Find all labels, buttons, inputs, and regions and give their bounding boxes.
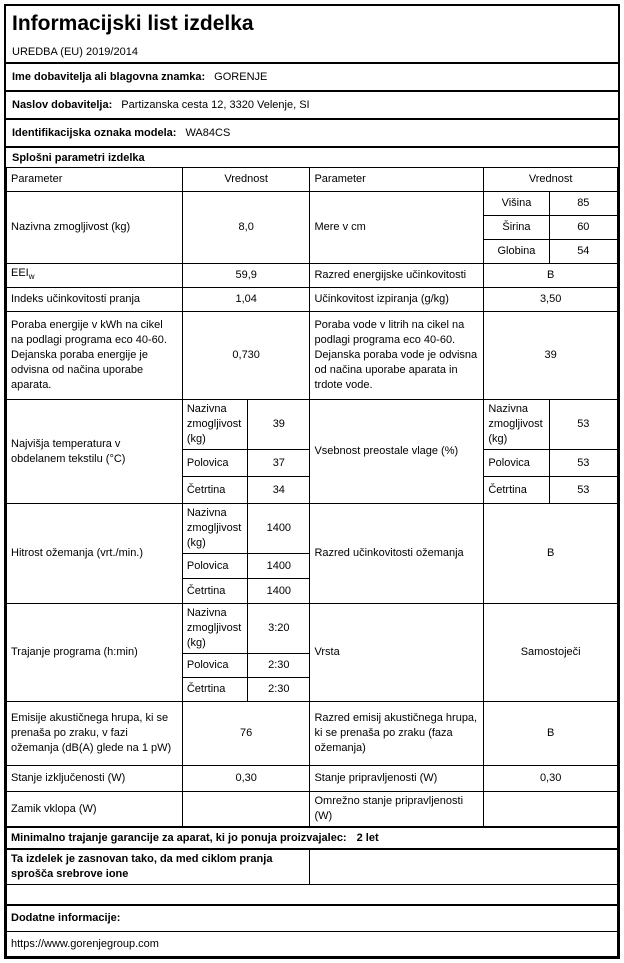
spin-speed-rated-label: Nazivna zmogljivost (kg) (182, 504, 247, 554)
energy-class-label: Razred energijske učinkovitosti (310, 264, 484, 288)
website-link[interactable]: https://www.gorenjegroup.com (11, 937, 159, 950)
row-capacity-dimensions (7, 192, 618, 216)
eei-value: 59,9 (182, 264, 310, 288)
spin-speed-quarter-label: Četrtina (182, 579, 247, 604)
product-information-sheet (4, 4, 620, 959)
standby-label: Stanje pripravljenosti (W) (310, 766, 484, 792)
type-label: Vrsta (310, 604, 484, 702)
row-noise (7, 702, 618, 766)
col-header-parameter-left: Parameter (7, 168, 183, 192)
website-cell (7, 932, 618, 957)
row-wash-index-rinse (7, 288, 618, 312)
brand-value: GORENJE (214, 71, 268, 83)
dimension-width-value: 60 (549, 216, 617, 240)
residual-moisture-half-label: Polovica (484, 450, 549, 477)
max-temp-rated-label: Nazivna zmogljivost (kg) (182, 400, 247, 450)
row-consumption (7, 312, 618, 400)
capacity-label: Nazivna zmogljivost (kg) (7, 192, 183, 264)
spin-class-value: B (484, 504, 618, 604)
row-address (6, 90, 618, 118)
page-title: Informacijski list izdelka (12, 12, 254, 35)
row-delay-network (7, 792, 618, 828)
duration-quarter-value: 2:30 (248, 678, 310, 702)
address-label: Naslov dobavitelja: (12, 99, 113, 111)
table-header-row (7, 168, 618, 192)
additional-info-label: Dodatne informacije: (7, 905, 618, 932)
duration-half-value: 2:30 (248, 654, 310, 678)
noise-class-value: B (484, 702, 618, 766)
row-spacer (7, 885, 618, 905)
row-duration-type (7, 604, 618, 654)
network-standby-label: Omrežno stanje pripravljenosti (W) (310, 792, 484, 828)
spacer-cell (7, 885, 618, 905)
wash-index-label: Indeks učinkovitosti pranja (7, 288, 183, 312)
residual-moisture-rated-value: 53 (549, 400, 617, 450)
row-eei-energy-class (7, 264, 618, 288)
duration-half-label: Polovica (182, 654, 247, 678)
eei-label-base: EEI (11, 267, 29, 280)
delay-start-value (182, 792, 310, 828)
silver-ions-value (310, 849, 618, 885)
residual-moisture-quarter-value: 53 (549, 477, 617, 504)
address-value: Partizanska cesta 12, 3320 Velenje, SI (121, 99, 310, 111)
rinse-label: Učinkovitost izpiranja (g/kg) (310, 288, 484, 312)
dimension-height-value: 85 (549, 192, 617, 216)
dimension-height-label: Višina (484, 192, 549, 216)
spin-speed-rated-value: 1400 (248, 504, 310, 554)
network-standby-value (484, 792, 618, 828)
dimension-depth-label: Globina (484, 240, 549, 264)
row-spin (7, 504, 618, 554)
silver-ions-label: Ta izdelek je zasnovan tako, da med ciklom pranja sprošča srebrove ione (7, 849, 310, 885)
wash-index-value: 1,04 (182, 288, 310, 312)
max-temp-half-label: Polovica (182, 450, 247, 477)
warranty-label: Minimalno trajanje garancije za aparat, ki jo ponuja proizvajalec: (11, 831, 347, 844)
spin-class-label: Razred učinkovitosti ožemanja (310, 504, 484, 604)
water-consumption-label: Poraba vode v litrih na cikel na podlagi programa eco 40-60. Dejanska poraba vode je odvisna od načina uporabe aparata in trdote vode. (310, 312, 484, 400)
col-header-value-left: Vrednost (182, 168, 310, 192)
row-brand (6, 62, 618, 90)
noise-label: Emisije akustičnega hrupa, ki se prenaša po zraku, v fazi ožemanja (dB(A) glede na 1 pW) (7, 702, 183, 766)
energy-consumption-value: 0,730 (182, 312, 310, 400)
residual-moisture-label: Vsebnost preostale vlage (%) (310, 400, 484, 504)
max-temp-rated-value: 39 (248, 400, 310, 450)
off-mode-value: 0,30 (182, 766, 310, 792)
row-website (7, 932, 618, 957)
residual-moisture-rated-label: Nazivna zmogljivost (kg) (484, 400, 549, 450)
warranty-cell (7, 827, 618, 849)
energy-class-value: B (484, 264, 618, 288)
row-temp-moisture (7, 400, 618, 450)
duration-label: Trajanje programa (h:min) (7, 604, 183, 702)
row-model (6, 118, 618, 146)
dimension-width-label: Širina (484, 216, 549, 240)
model-value: WA84CS (185, 127, 231, 139)
parameters-table (6, 167, 618, 957)
residual-moisture-quarter-label: Četrtina (484, 477, 549, 504)
delay-start-label: Zamik vklopa (W) (7, 792, 183, 828)
row-silver-ions (7, 849, 618, 885)
row-warranty (7, 827, 618, 849)
brand-label: Ime dobavitelja ali blagovna znamka: (12, 71, 206, 83)
noise-class-label: Razred emisij akustičnega hrupa, ki se prenaša po zraku (faza ožemanja) (310, 702, 484, 766)
spin-speed-quarter-value: 1400 (248, 579, 310, 604)
col-header-parameter-right: Parameter (310, 168, 484, 192)
duration-rated-label: Nazivna zmogljivost (kg) (182, 604, 247, 654)
max-temp-quarter-label: Četrtina (182, 477, 247, 504)
type-value: Samostoječi (484, 604, 618, 702)
water-consumption-value: 39 (484, 312, 618, 400)
spin-speed-half-label: Polovica (182, 554, 247, 579)
model-label: Identifikacijska oznaka modela: (12, 127, 177, 139)
eei-label (7, 264, 183, 288)
row-additional-info (7, 905, 618, 932)
spin-speed-label: Hitrost ožemanja (vrt./min.) (7, 504, 183, 604)
residual-moisture-half-value: 53 (549, 450, 617, 477)
max-temp-half-value: 37 (248, 450, 310, 477)
noise-value: 76 (182, 702, 310, 766)
duration-quarter-label: Četrtina (182, 678, 247, 702)
dimensions-label: Mere v cm (310, 192, 484, 264)
duration-rated-value: 3:20 (248, 604, 310, 654)
col-header-value-right: Vrednost (484, 168, 618, 192)
eei-label-subscript: w (28, 272, 35, 282)
energy-consumption-label: Poraba energije v kWh na cikel na podlagi programa eco 40-60. Dejanska poraba energije je odvisna od načina uporabe aparata. (7, 312, 183, 400)
dimension-depth-value: 54 (549, 240, 617, 264)
section-title: Splošni parametri izdelka (6, 146, 618, 167)
spin-speed-half-value: 1400 (248, 554, 310, 579)
regulation-subtitle: UREDBA (EU) 2019/2014 (12, 46, 138, 58)
rinse-value: 3,50 (484, 288, 618, 312)
standby-value: 0,30 (484, 766, 618, 792)
off-mode-label: Stanje izključenosti (W) (7, 766, 183, 792)
warranty-value: 2 let (356, 831, 379, 844)
max-temp-quarter-value: 34 (248, 477, 310, 504)
title-block (6, 6, 618, 62)
row-off-standby (7, 766, 618, 792)
capacity-value: 8,0 (182, 192, 310, 264)
max-temp-label: Najvišja temperatura v obdelanem tekstilu (°C) (7, 400, 183, 504)
